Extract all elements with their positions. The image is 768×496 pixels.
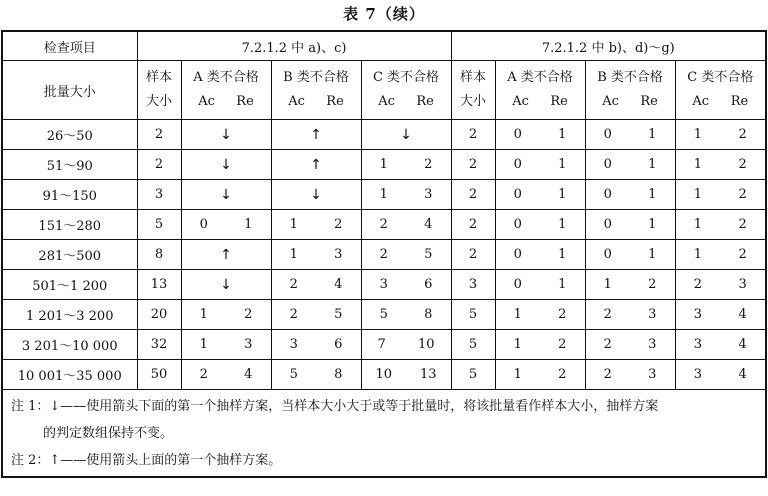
class-b-cell: [271, 150, 361, 180]
lot-size-cell: 91～150: [2, 180, 137, 210]
ac-value: 2: [603, 337, 612, 352]
class-c-cell-right: [675, 270, 766, 300]
ac-value: 1: [379, 157, 388, 172]
ac-value: 5: [379, 307, 388, 322]
class-a-cell-right: [495, 150, 585, 180]
re-value: 2: [738, 187, 747, 202]
lot-size-cell: 151～280: [2, 210, 137, 240]
ac-value: 2: [289, 307, 298, 322]
re-value: 1: [648, 127, 657, 142]
ac-value: 0: [513, 187, 522, 202]
table-row: [2, 270, 766, 300]
class-b-cell: [271, 330, 361, 360]
table-row: [2, 210, 766, 240]
class-a-cell-right: [495, 240, 585, 270]
class-b-cell: [271, 300, 361, 330]
sample-size-cell: 2: [137, 120, 181, 150]
re-value: 4: [738, 367, 747, 382]
ac-value: 2: [379, 217, 388, 232]
re-value: 4: [738, 337, 747, 352]
sample-size-cell-right: 5: [451, 300, 495, 330]
class-c-cell: [361, 270, 451, 300]
class-c-cell-right: [675, 180, 766, 210]
class-c-cell-right: [675, 120, 766, 150]
re-value: 5: [424, 247, 433, 262]
class-c-cell: [361, 150, 451, 180]
re-value: 2: [558, 337, 567, 352]
re-value: 3: [648, 367, 657, 382]
note-1-line-1: 注 1：↓——使用箭头下面的第一个抽样方案，当样本大小大于或等于批量时，将该批量看作样本大小，抽样方案: [11, 398, 659, 414]
ac-value: 0: [603, 187, 612, 202]
sample-size-cell: 20: [137, 300, 181, 330]
re-value: 4: [334, 277, 343, 292]
ac-value: 0: [603, 157, 612, 172]
class-a-cell-right: [495, 180, 585, 210]
ac-value: 1: [693, 157, 703, 172]
class-a-cell: [181, 330, 271, 360]
class-b-cell-right: [585, 270, 675, 300]
table-row: [2, 120, 766, 150]
sample-size-cell: 5: [137, 210, 181, 240]
sample-size-cell: 32: [137, 330, 181, 360]
class-b-cell-right: [585, 210, 675, 240]
re-value: 3: [424, 187, 433, 202]
ac-value: 1: [693, 247, 703, 262]
sample-size-cell: 13: [137, 270, 181, 300]
re-value: 1: [648, 157, 657, 172]
class-b-cell-right: [585, 180, 675, 210]
lot-size-cell: 281～500: [2, 240, 137, 270]
ac-value: 1: [199, 337, 208, 352]
arrow-mark: ↓: [220, 126, 232, 143]
table-row: [2, 300, 766, 330]
ac-value: 1: [289, 247, 298, 262]
ac-value: 1: [693, 187, 703, 202]
class-c-cell: [361, 210, 451, 240]
table-row: [2, 150, 766, 180]
lot-size-cell: 501～1 200: [2, 270, 137, 300]
class-a-cell: [181, 240, 271, 270]
class-c-cell: [361, 360, 451, 390]
class-a-cell: [181, 360, 271, 390]
class-b-cell: [271, 360, 361, 390]
ac-value: 1: [513, 367, 522, 382]
arrow-mark: ↓: [220, 276, 232, 293]
re-value: 1: [648, 217, 657, 232]
re-value: 6: [334, 337, 343, 352]
re-value: 1: [558, 157, 567, 172]
sample-size-cell-right: 5: [451, 330, 495, 360]
sample-size-cell-right: 2: [451, 210, 495, 240]
group-right-header: 7.2.1.2 中 b)、d)～g): [451, 31, 766, 61]
re-value: 2: [558, 307, 567, 322]
class-b-cell-right: [585, 300, 675, 330]
arrow-mark: ↓: [220, 186, 232, 203]
ac-value: 2: [199, 367, 208, 382]
ac-value: 0: [603, 127, 612, 142]
re-value: 1: [648, 247, 657, 262]
sample-size-cell-right: 3: [451, 270, 495, 300]
lot-size-header: 批量大小: [2, 61, 137, 120]
class-b-cell-right: [585, 120, 675, 150]
sample-size-cell: 50: [137, 360, 181, 390]
ac-value: 1: [289, 217, 298, 232]
re-value: 8: [334, 367, 343, 382]
ac-value: 1: [693, 127, 703, 142]
lot-size-cell: 10 001～35 000: [2, 360, 137, 390]
re-value: 2: [738, 127, 747, 142]
class-a-header-left: A 类不合格 Ac Re: [181, 61, 271, 120]
sample-size-header-right: 样本 大小: [451, 61, 495, 120]
re-value: 3: [738, 277, 747, 292]
class-b-cell-right: [585, 240, 675, 270]
ac-value: 1: [693, 217, 703, 232]
re-value: 2: [738, 157, 747, 172]
note-1-line-2: 的判定数组保持不变。: [43, 425, 174, 441]
class-a-cell: [181, 120, 271, 150]
re-value: 3: [648, 307, 657, 322]
re-value: 8: [424, 307, 433, 322]
ac-value: 1: [379, 187, 388, 202]
notes-cell: [2, 390, 766, 478]
ac-value: 0: [513, 157, 522, 172]
ac-value: 2: [603, 367, 612, 382]
re-value: 4: [738, 307, 747, 322]
ac-value: 2: [379, 247, 388, 262]
ac-value: 3: [289, 337, 298, 352]
arrow-mark: ↑: [310, 126, 322, 143]
class-b-cell-right: [585, 360, 675, 390]
lot-size-cell: 1 201～3 200: [2, 300, 137, 330]
class-c-cell: [361, 240, 451, 270]
class-b-cell: [271, 180, 361, 210]
class-b-cell-right: [585, 330, 675, 360]
ac-value: 2: [693, 277, 703, 292]
sample-size-cell-right: 5: [451, 360, 495, 390]
class-c-cell-right: [675, 330, 766, 360]
ac-value: 1: [603, 277, 612, 292]
re-value: 1: [648, 187, 657, 202]
sample-size-cell-right: 2: [451, 150, 495, 180]
sample-size-header-left: 样本 大小: [137, 61, 181, 120]
class-c-header-right: C 类不合格 Ac Re: [675, 61, 766, 120]
sampling-table: [1, 30, 767, 478]
re-value: 5: [334, 307, 343, 322]
re-value: 2: [738, 247, 747, 262]
class-a-cell: [181, 210, 271, 240]
sample-size-cell: 8: [137, 240, 181, 270]
ac-value: 1: [513, 307, 522, 322]
class-b-cell: [271, 120, 361, 150]
sample-size-cell: 2: [137, 150, 181, 180]
lot-size-cell: 26～50: [2, 120, 137, 150]
arrow-mark: ↑: [310, 156, 322, 173]
class-b-cell: [271, 270, 361, 300]
ac-value: 1: [199, 307, 208, 322]
ac-value: 2: [289, 277, 298, 292]
class-a-cell: [181, 150, 271, 180]
re-value: 2: [424, 157, 433, 172]
re-value: 3: [648, 337, 657, 352]
re-value: 2: [738, 217, 747, 232]
table-row: [2, 360, 766, 390]
class-a-cell-right: [495, 300, 585, 330]
class-a-cell: [181, 300, 271, 330]
arrow-mark: ↓: [220, 156, 232, 173]
class-b-header-left: B 类不合格 Ac Re: [271, 61, 361, 120]
sample-size-cell-right: 2: [451, 180, 495, 210]
class-a-cell-right: [495, 360, 585, 390]
ac-value: 0: [513, 127, 522, 142]
re-value: 4: [244, 367, 253, 382]
class-a-cell-right: [495, 330, 585, 360]
class-c-cell: [361, 180, 451, 210]
table-title: 表 7（续）: [343, 5, 425, 23]
class-c-cell-right: [675, 210, 766, 240]
class-c-cell-right: [675, 150, 766, 180]
ac-value: 0: [513, 277, 522, 292]
re-value: 13: [420, 367, 437, 382]
ac-value: 3: [693, 337, 703, 352]
group-left-header: 7.2.1.2 中 a)、c): [137, 31, 451, 61]
re-value: 2: [334, 217, 343, 232]
sample-size-cell-right: 2: [451, 120, 495, 150]
table-row: [2, 180, 766, 210]
lot-size-cell: 3 201～10 000: [2, 330, 137, 360]
class-b-cell: [271, 240, 361, 270]
ac-value: 0: [603, 247, 612, 262]
class-c-cell: [361, 300, 451, 330]
ac-value: 0: [603, 217, 612, 232]
class-c-cell-right: [675, 300, 766, 330]
class-b-cell: [271, 210, 361, 240]
ac-value: 3: [693, 367, 703, 382]
class-a-header-right: A 类不合格 Ac Re: [495, 61, 585, 120]
table-row: [2, 240, 766, 270]
ac-value: 1: [513, 337, 522, 352]
ac-value: 0: [513, 247, 522, 262]
ac-value: 3: [379, 277, 388, 292]
class-c-cell: [361, 330, 451, 360]
re-value: 2: [558, 367, 567, 382]
re-value: 4: [424, 217, 433, 232]
ac-value: 5: [289, 367, 298, 382]
class-a-cell-right: [495, 270, 585, 300]
class-c-cell-right: [675, 240, 766, 270]
class-c-cell: [361, 120, 451, 150]
arrow-mark: ↓: [400, 126, 412, 143]
re-value: 1: [558, 127, 567, 142]
re-value: 2: [244, 307, 253, 322]
arrow-mark: ↓: [310, 186, 322, 203]
class-a-cell-right: [495, 120, 585, 150]
arrow-mark: ↑: [220, 246, 232, 263]
re-value: 10: [417, 337, 435, 352]
class-c-cell-right: [675, 360, 766, 390]
lot-size-cell: 51～90: [2, 150, 137, 180]
ac-value: 2: [603, 307, 612, 322]
class-c-header-left: C 类不合格 Ac Re: [361, 61, 451, 120]
class-a-cell: [181, 180, 271, 210]
ac-value: 10: [375, 367, 393, 382]
class-b-cell-right: [585, 150, 675, 180]
ac-value: 3: [693, 307, 703, 322]
re-value: 1: [558, 247, 567, 262]
ac-value: 7: [377, 337, 386, 352]
inspection-item-header: 检查项目: [2, 31, 137, 61]
sample-size-cell-right: 2: [451, 240, 495, 270]
re-value: 3: [244, 337, 253, 352]
class-b-header-right: B 类不合格 Ac Re: [585, 61, 675, 120]
class-a-cell: [181, 270, 271, 300]
re-value: 1: [244, 217, 253, 232]
re-value: 1: [558, 187, 567, 202]
sample-size-cell: 3: [137, 180, 181, 210]
class-a-cell-right: [495, 210, 585, 240]
re-value: 3: [334, 247, 343, 262]
re-value: 2: [648, 277, 657, 292]
ac-value: 0: [199, 217, 208, 232]
ac-value: 0: [513, 217, 522, 232]
re-value: 6: [424, 277, 433, 292]
re-value: 1: [558, 217, 567, 232]
re-value: 1: [558, 277, 567, 292]
table-row: [2, 330, 766, 360]
note-2: 注 2：↑——使用箭头上面的第一个抽样方案。: [11, 452, 282, 468]
